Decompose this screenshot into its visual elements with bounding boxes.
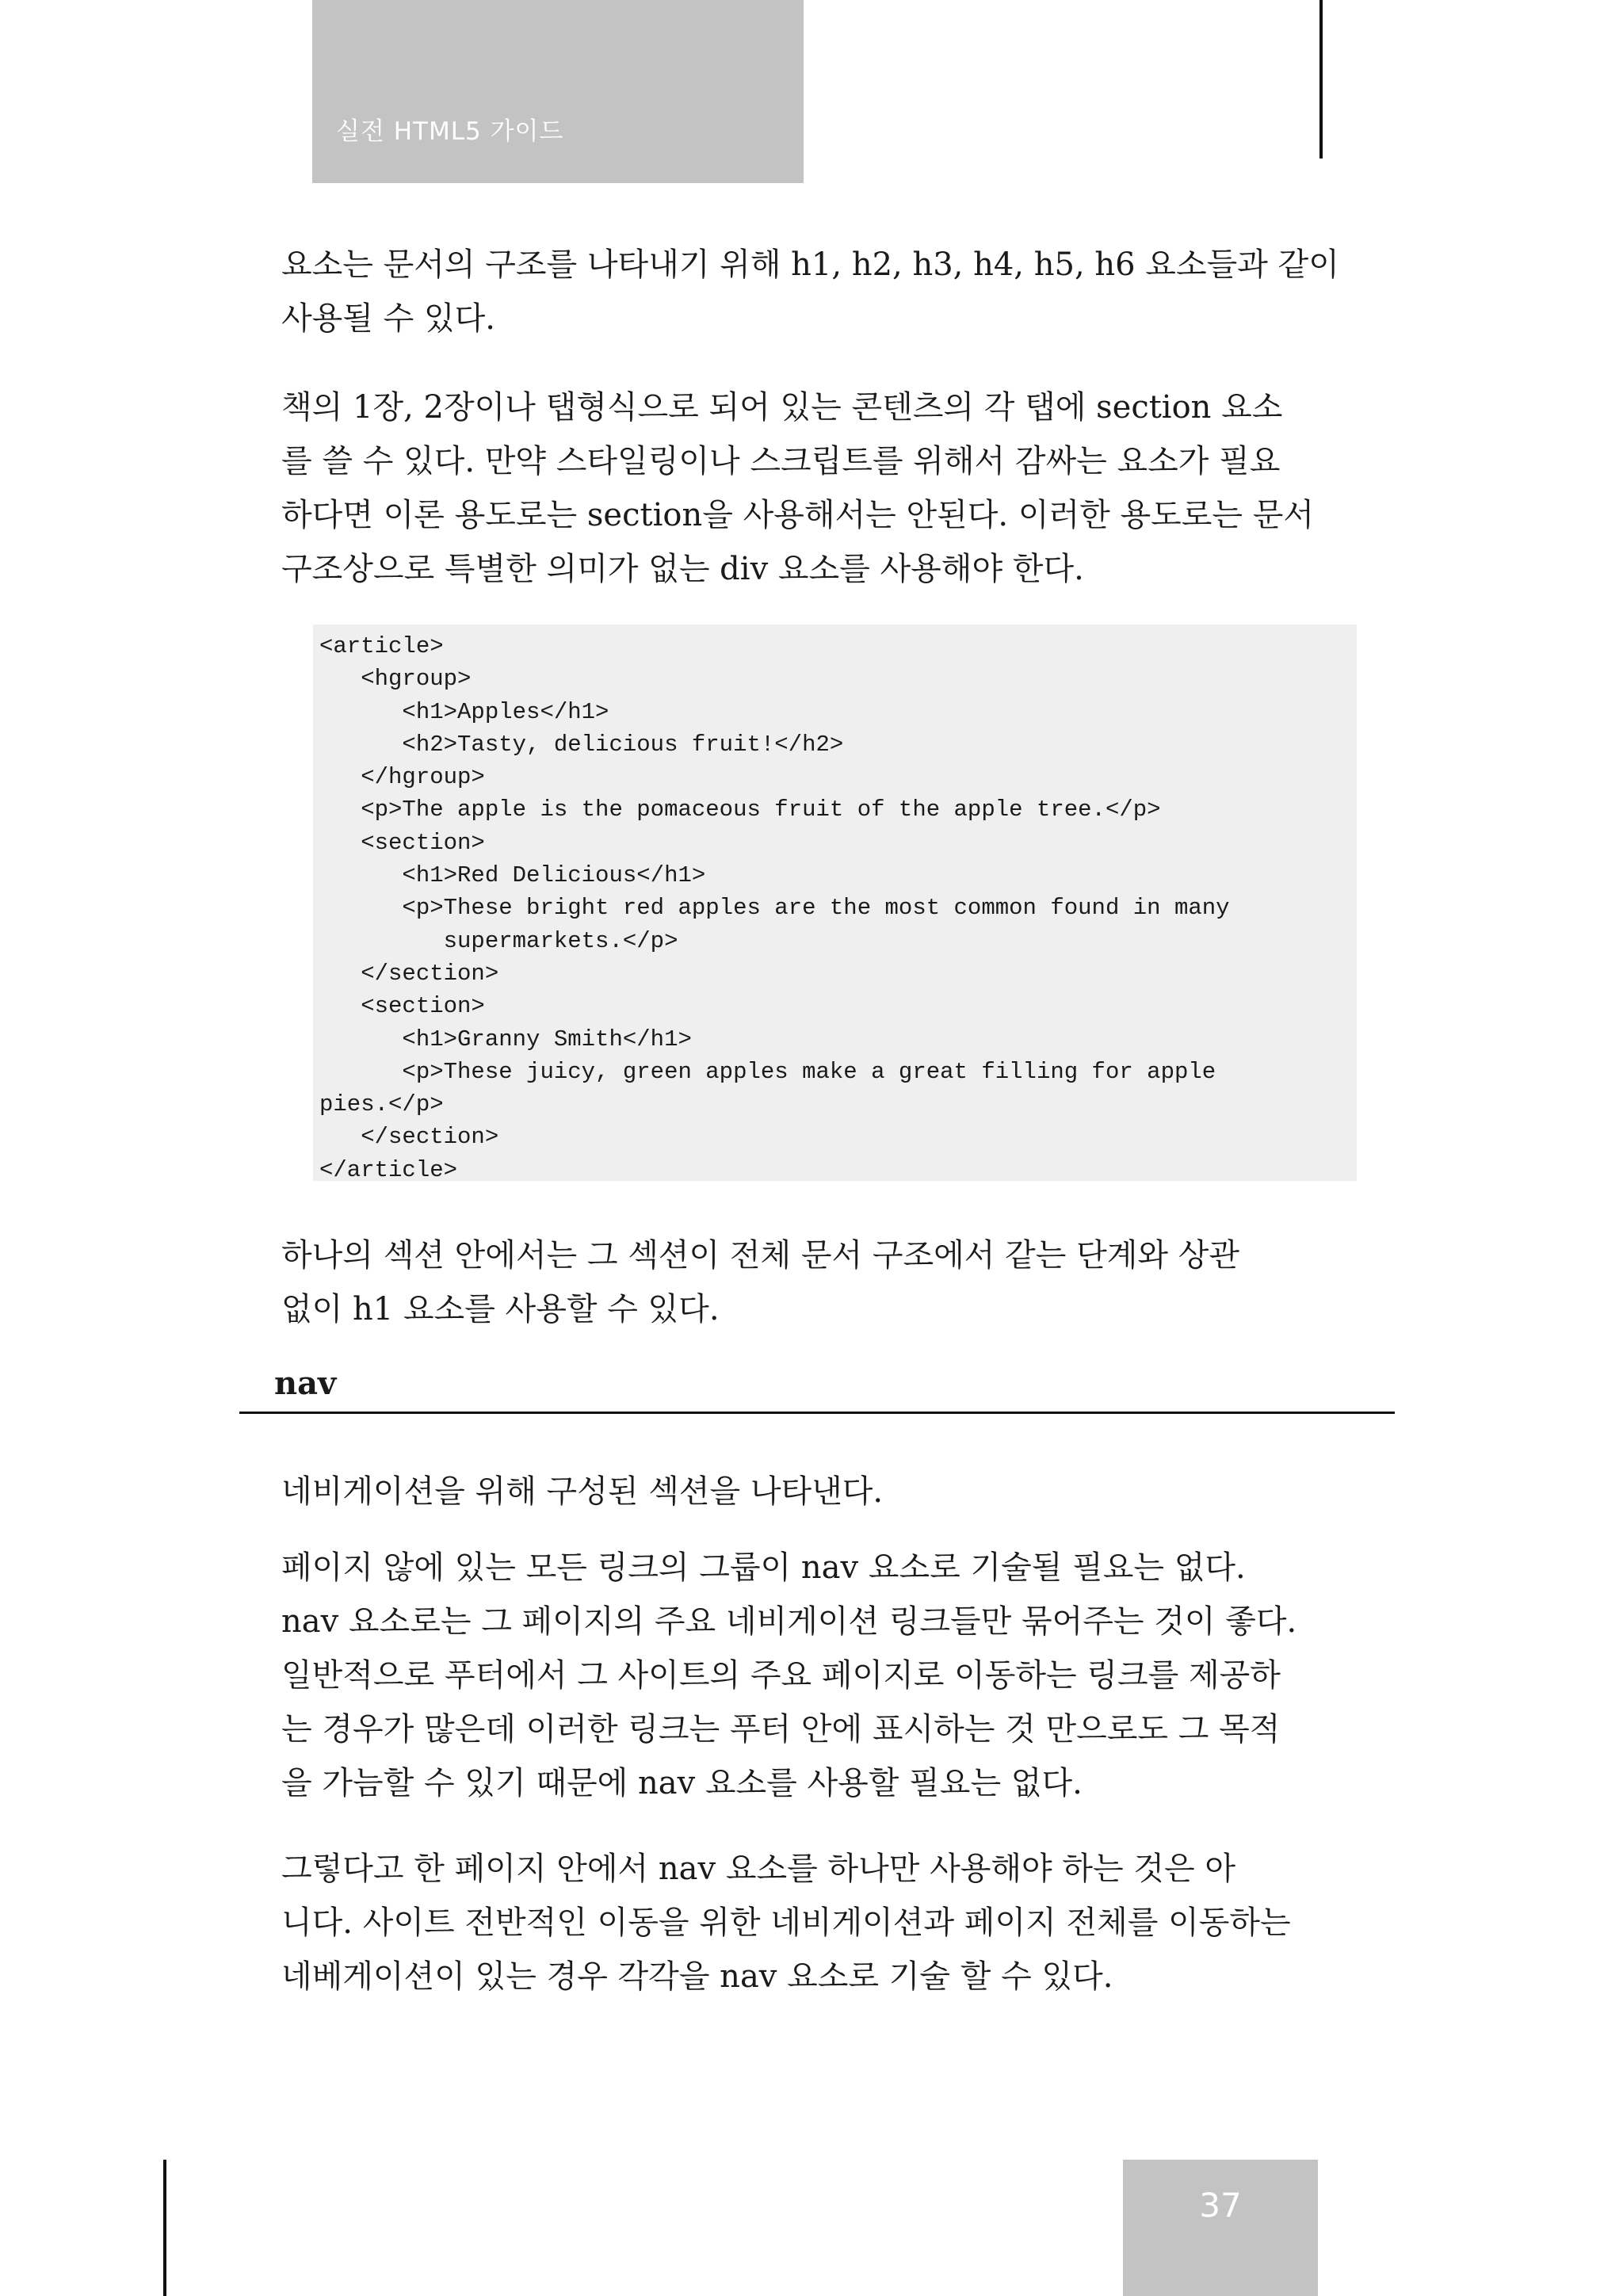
paragraph-2: 책의 1장, 2장이나 탭형식으로 되어 있는 콘텐츠의 각 탭에 section 요소 를 쓸 수 있다. 만약 스타일링이나 스크립트를 위해서 감싸는 요소가 필요 하다면 이론 용도로는 section을 사용해서는 안된다. 이러한 용도로는 문서 구조상으로 특별한 의미가 없는 div 요소를 사용해야 한다.: [281, 389, 1315, 587]
section-heading-nav: nav: [274, 1365, 337, 1402]
running-header-tab: [312, 0, 804, 183]
running-title: 실전 HTML5 가이드: [336, 117, 564, 146]
paragraph-4: 네비게이션을 위해 구성된 섹션을 나타낸다.: [281, 1473, 884, 1510]
section-heading-rule: [239, 1412, 1395, 1414]
paragraph-6: 그렇다고 한 페이지 안에서 nav 요소를 하나만 사용해야 하는 것은 아 니다. 사이트 전반적인 이동을 위한 네비게이션과 페이지 전체를 이동하는 네베게이션이 있는 경우 각각을 nav 요소로 기술 할 수 있다.: [281, 1851, 1291, 1995]
code-example: <article> <hgroup> <h1>Apples</h1> <h2>Tasty, delicious fruit!</h2> </hgroup> <p>The apple is the pomaceous fruit of the apple tree.</p> <section> <h1>Red Delicious</h1> <p>These bright red apples are the most common found in many supermarkets.</p> </section> <section> <h1>Granny Smith</h1> <p>These juicy, green apples make a great filling for apple pies.</p> </section> </article>: [319, 633, 1230, 1183]
page-number-tab: [1123, 2160, 1318, 2296]
paragraph-1: 요소는 문서의 구조를 나타내기 위해 h1, h2, h3, h4, h5, h6 요소들과 같이 사용될 수 있다.: [281, 246, 1339, 337]
paragraph-3: 하나의 섹션 안에서는 그 섹션이 전체 문서 구조에서 같는 단계와 상관 없이 h1 요소를 사용할 수 있다.: [281, 1237, 1240, 1328]
bottom-margin-rule: [163, 2160, 166, 2296]
top-margin-rule: [1319, 0, 1323, 159]
page-number: 37: [1199, 2186, 1242, 2225]
paragraph-5: 페이지 않에 있는 모든 링크의 그룹이 nav 요소로 기술될 필요는 없다. nav 요소로는 그 페이지의 주요 네비게이션 링크들만 묶어주는 것이 좋다. 일반적으로 푸터에서 그 사이트의 주요 페이지로 이동하는 링크를 제공하 는 경우가 많은데 이러한 링크는 푸터 안에 표시하는 것 만으로도 그 목적 을 가늠할 수 있기 때문에 nav 요소를 사용할 필요는 없다.: [281, 1549, 1297, 1801]
